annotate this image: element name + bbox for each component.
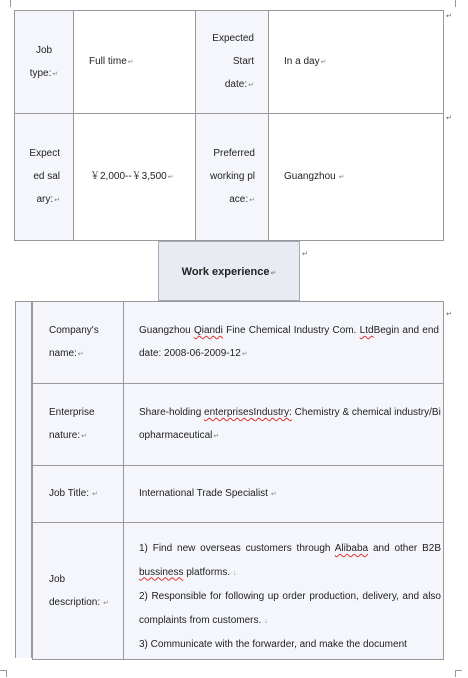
- work-experience-details: [32, 301, 444, 660]
- nature-value-cell: [124, 384, 444, 466]
- industry-label: Industry:: [253, 407, 292, 418]
- preferred-location-label: Preferred working place:: [209, 148, 255, 205]
- nature-label-cell: [33, 384, 124, 466]
- line-break-icon: ↓: [231, 569, 237, 577]
- company-name: Guangzhou Qiandi Fine Chemical Industry Com. Ltd: [139, 325, 374, 336]
- description-list: [139, 523, 441, 659]
- job-preferences-table: [14, 10, 444, 241]
- table-row: [33, 466, 444, 523]
- list-item: 3) Communicate with the forwarder, and make the document: [139, 639, 407, 650]
- table-row: [33, 384, 444, 466]
- expected-start-value: In a day: [284, 56, 320, 67]
- cell-end-mark-icon: ↵: [320, 59, 327, 66]
- indent-column: [16, 302, 32, 658]
- cell-end-mark-icon: ↵: [54, 197, 60, 204]
- nature-label: Enterprise nature:: [49, 407, 95, 441]
- dates-value: 2008-06-2009-12: [164, 348, 241, 359]
- cell-end-mark-icon: ↵: [101, 599, 109, 607]
- list-item: 2) Responsible for following up order production, delivery, and also complaints from customers. ↓: [139, 591, 441, 626]
- cell-end-mark-icon: ↵: [249, 197, 255, 204]
- work-experience-heading: [158, 241, 300, 301]
- preferred-location-value: Guangzhou: [284, 171, 336, 182]
- cell-end-mark-icon: ↵: [90, 491, 98, 498]
- company-value-cell: [124, 302, 444, 384]
- cell-end-mark-icon: ↵: [127, 59, 134, 66]
- nature-value: Share-holding enterprises: [139, 407, 254, 418]
- table-row: [33, 523, 444, 660]
- description-label: Job description:: [49, 573, 101, 608]
- cell-end-mark-icon: ↵: [213, 433, 220, 440]
- cell-end-mark-icon: ↵: [268, 491, 277, 498]
- company-label-cell: [33, 302, 124, 384]
- expected-salary-value-cell: [74, 114, 196, 241]
- crop-mark-bottom-left: [0, 670, 7, 677]
- table-row: [15, 114, 444, 241]
- expected-salary-label: Expected salary:: [29, 148, 60, 205]
- row-end-mark-icon: ↵: [446, 115, 452, 122]
- expected-start-label: Expected Start date:: [212, 33, 254, 90]
- company-label: Company's name:: [49, 325, 99, 359]
- job-title-value-cell: [124, 466, 444, 523]
- paragraph-mark-icon: ↵: [270, 270, 277, 277]
- job-type-label-cell: [15, 11, 74, 114]
- preferred-location-label-cell: [196, 114, 269, 241]
- cell-end-mark-icon: ↵: [52, 70, 59, 78]
- cell-end-mark-icon: ↵: [241, 351, 248, 358]
- section-title: Work experience: [181, 266, 270, 278]
- industry-value: Chemistry & chemical industry/Biopharmaceutical: [139, 407, 441, 441]
- row-end-mark-icon: ↵: [446, 311, 452, 318]
- job-title-value: International Trade Specialist: [139, 488, 268, 499]
- crop-mark-top-left: [4, 0, 11, 7]
- cell-end-mark-icon: ↵: [167, 174, 174, 181]
- cell-end-mark-icon: ↵: [81, 433, 88, 440]
- expected-start-label-cell: [196, 11, 269, 114]
- expected-salary-label-cell: [15, 114, 74, 241]
- job-type-value-cell: [74, 11, 196, 114]
- description-label-cell: [33, 523, 124, 660]
- job-title-label: Job Title:: [49, 488, 90, 499]
- job-title-label-cell: [33, 466, 124, 523]
- line-break-icon: ↓: [262, 617, 268, 625]
- cell-end-mark-icon: ↵: [248, 82, 254, 89]
- row-end-mark-icon: ↵: [446, 13, 452, 20]
- cell-end-mark-icon: ↵: [336, 174, 345, 181]
- description-value-cell: [124, 523, 444, 660]
- job-type-value: Full time: [89, 56, 127, 67]
- table-row: [33, 302, 444, 384]
- table-row: [15, 11, 444, 114]
- cell-end-mark-icon: ↵: [77, 351, 84, 358]
- crop-mark-bottom-right: [455, 670, 462, 677]
- list-item: 1) Find new overseas customers through Alibaba and other B2B bussiness platforms. ↓: [139, 543, 441, 578]
- crop-mark-top-right: [455, 0, 462, 7]
- expected-start-value-cell: [269, 11, 444, 114]
- expected-salary-value: ￥2,000--￥3,500: [90, 171, 167, 182]
- work-experience-table: [15, 301, 443, 658]
- preferred-location-value-cell: [269, 114, 444, 241]
- job-type-label: Job type:: [29, 44, 53, 79]
- dates-label: Begin and end date:: [139, 325, 439, 359]
- row-end-mark-icon: ↵: [302, 251, 308, 258]
